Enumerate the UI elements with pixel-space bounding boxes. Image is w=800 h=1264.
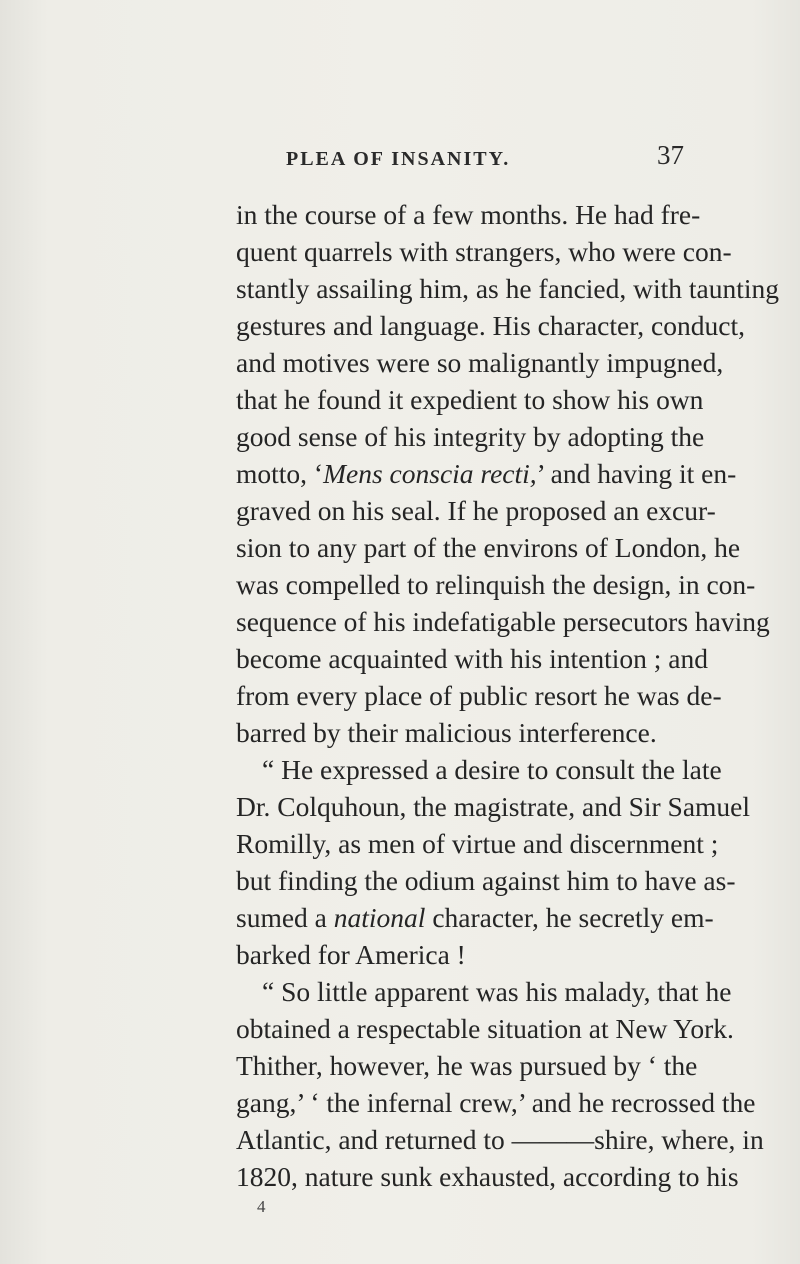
page-number: 37	[657, 140, 684, 170]
text-line: good sense of his integrity by adopting the	[236, 421, 705, 452]
text-line: Romilly, as men of virtue and discernment ;	[236, 828, 719, 859]
text-line: Atlantic, and returned to ———shire, where, in	[236, 1124, 764, 1155]
motto-after: ’ and having it en-	[536, 458, 737, 489]
text-line: from every place of public resort he was de-	[236, 680, 722, 711]
text-line: stantly assailing him, as he fancied, with taunting	[236, 273, 780, 304]
national-before: sumed a	[236, 902, 334, 933]
text-line: barked for America !	[236, 939, 466, 970]
text-line: Thither, however, he was pursued by ‘ the	[236, 1050, 698, 1081]
text-line: 1820, nature sunk exhausted, according to his	[236, 1161, 739, 1192]
text-line: and motives were so malignantly impugned,	[236, 347, 724, 378]
signature-mark: 4	[257, 1197, 269, 1216]
text-line: “ So little apparent was his malady, that he	[262, 976, 732, 1007]
text-line: but finding the odium against him to have as-	[236, 865, 736, 896]
page-header	[0, 140, 800, 178]
text-line: graved on his seal. If he proposed an excur-	[236, 495, 716, 526]
text-line: obtained a respectable situation at New York.	[236, 1013, 734, 1044]
text-line: become acquainted with his intention ; and	[236, 643, 708, 674]
text-line: quent quarrels with strangers, who were con-	[236, 236, 732, 267]
text-line: Dr. Colquhoun, the magistrate, and Sir Samuel	[236, 791, 751, 822]
motto-before: motto, ‘	[236, 458, 324, 489]
text-line: was compelled to relinquish the design, in con-	[236, 569, 756, 600]
national-after: character, he secretly em-	[425, 902, 714, 933]
running-head: PLEA OF INSANITY.	[286, 148, 511, 170]
text-line-national	[236, 902, 714, 933]
text-line: gang,’ ‘ the infernal crew,’ and he recrossed the	[236, 1087, 756, 1118]
national-italic: national	[333, 902, 426, 933]
text-line: barred by their malicious interference.	[236, 717, 657, 748]
motto-italic: Mens conscia recti,	[323, 458, 537, 489]
text-line: gestures and language. His character, conduct,	[236, 310, 745, 341]
text-line: sion to any part of the environs of London, he	[236, 532, 741, 563]
text-line: “ He expressed a desire to consult the late	[262, 754, 722, 785]
text-line-motto	[236, 458, 737, 489]
text-line: that he found it expedient to show his own	[236, 384, 704, 415]
text-line: sequence of his indefatigable persecutors having	[236, 606, 770, 637]
text-line: in the course of a few months. He had fre-	[236, 199, 701, 230]
